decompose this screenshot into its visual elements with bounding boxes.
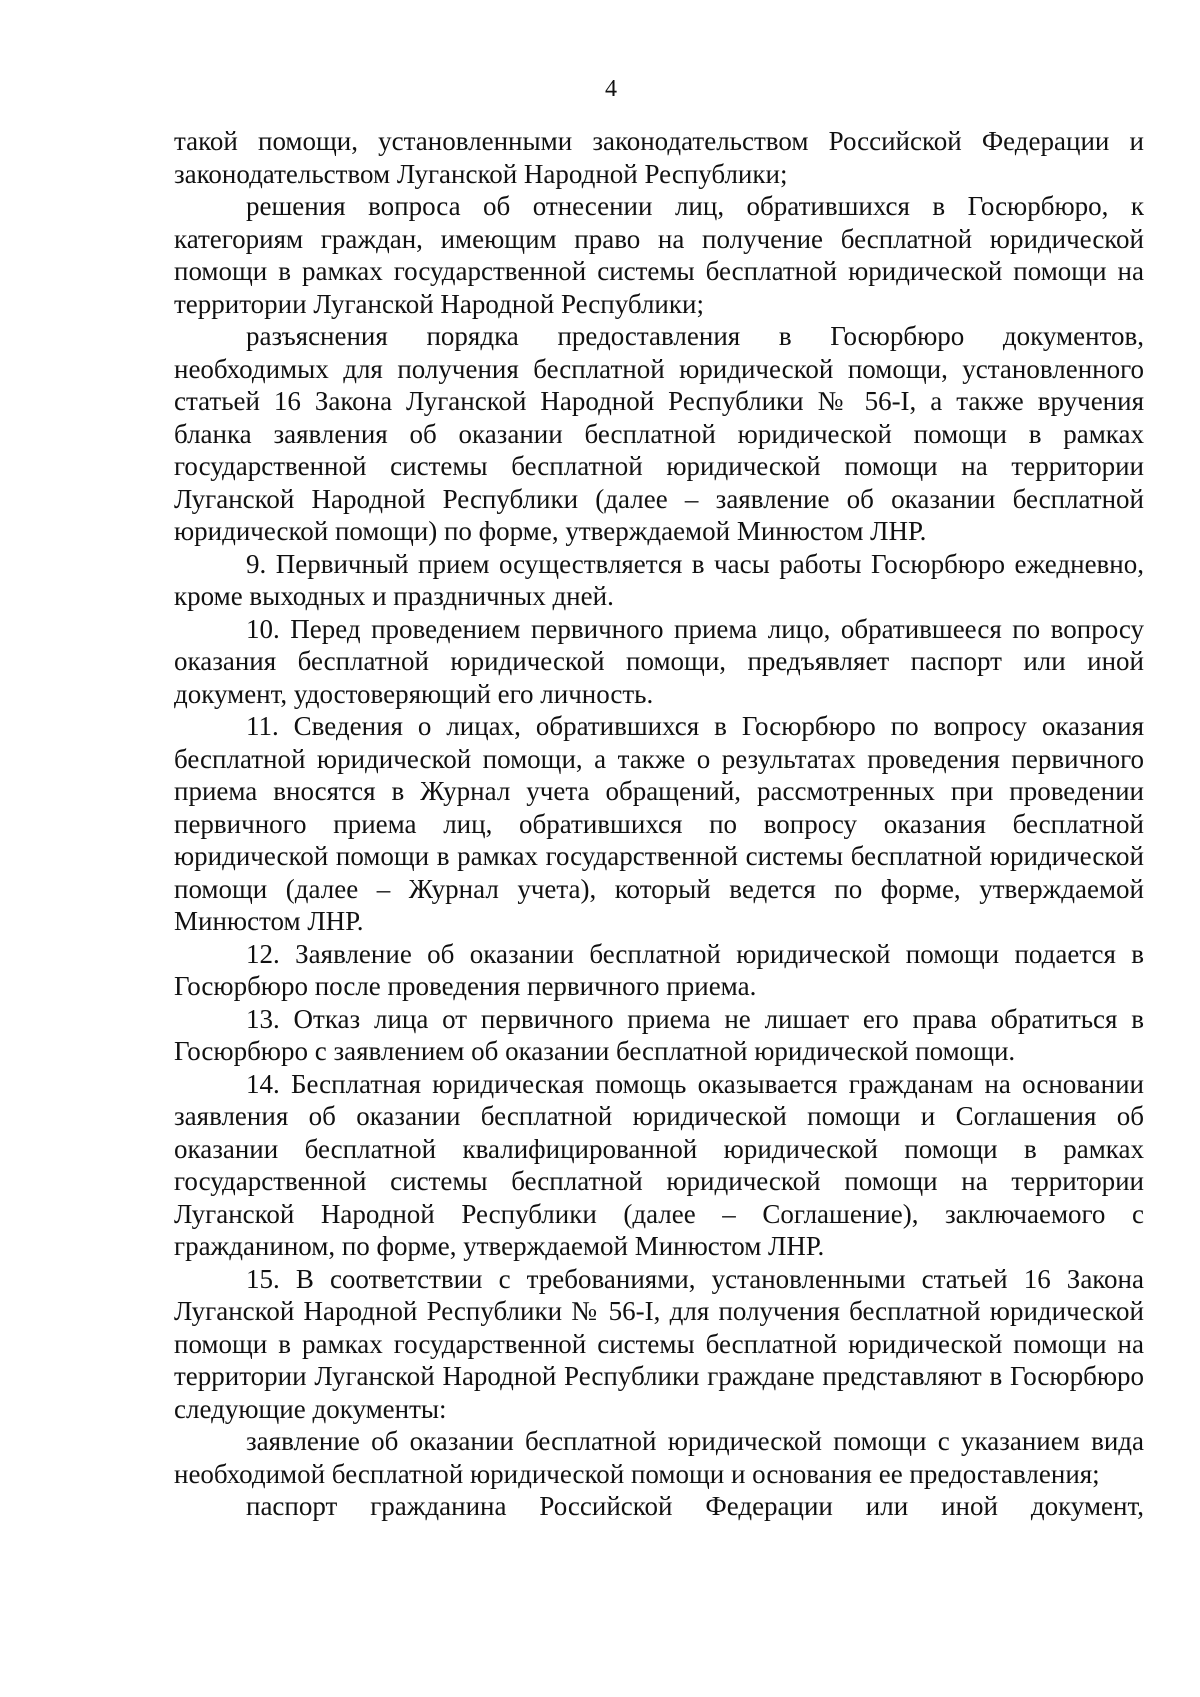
paragraph: 15. В соответствии с требованиями, установленными статьей 16 Закона Луганской Народной Республики № 56-I, для получения бесплатной юридической помощи в рамках государственной системы бесплатной юридической помощи на территории Луганской Народной Республики граждане представляют в Госюрбюро следующие документы: [174,1263,1144,1424]
paragraph: такой помощи, установленными законодательством Российской Федерации и законодательством Луганской Народной Республики; [174,126,1144,189]
paragraph: 14. Бесплатная юридическая помощь оказывается гражданам на основании заявления об оказании бесплатной юридической помощи и Соглашения об оказании бесплатной квалифицированной юридической помощи в рамках государственной системы бесплатной юридической помощи на территории Луганской Народной Республики (далее – Соглашение), заключаемого с гражданином, по форме, утверждаемой Минюстом ЛНР. [174,1068,1144,1261]
paragraph: 11. Сведения о лицах, обратившихся в Госюрбюро по вопросу оказания бесплатной юридической помощи, а также о результатах проведения первичного приема вносятся в Журнал учета обращений, рассмотренных при проведении первичного приема лиц, обратившихся по вопросу оказания бесплатной юридической помощи в рамках государственной системы бесплатной юридической помощи (далее – Журнал учета), который ведется по форме, утверждаемой Минюстом ЛНР. [174,711,1144,936]
paragraph: заявление об оказании бесплатной юридической помощи с указанием вида необходимой бесплатной юридической помощи и основания ее предоставления; [174,1426,1144,1489]
page-number: 4 [605,76,617,102]
paragraph: решения вопроса об отнесении лиц, обратившихся в Госюрбюро, к категориям граждан, имеющим право на получение бесплатной юридической помощи в рамках государственной системы бесплатной юридической помощи на территории Луганской Народной Республики; [174,191,1144,319]
paragraph: 10. Перед проведением первичного приема лицо, обратившееся по вопросу оказания бесплатной юридической помощи, предъявляет паспорт или иной документ, удостоверяющий его личность. [174,613,1144,709]
paragraph: паспорт гражданина Российской Федерации или иной документ, [246,1491,1144,1521]
paragraph: 12. Заявление об оказании бесплатной юридической помощи подается в Госюрбюро после проведения первичного приема. [174,938,1144,1001]
paragraph: разъяснения порядка предоставления в Госюрбюро документов, необходимых для получения бесплатной юридической помощи, установленного статьей 16 Закона Луганской Народной Республики № 56-I, а также вручения бланка заявления об оказании бесплатной юридической помощи в рамках государственной системы бесплатной юридической помощи на территории Луганской Народной Республики (далее – заявление об оказании бесплатной юридической помощи) по форме, утверждаемой Минюстом ЛНР. [174,321,1144,546]
document-body [174,125,1144,1523]
paragraph: 13. Отказ лица от первичного приема не лишает его права обратиться в Госюрбюро с заявлением об оказании бесплатной юридической помощи. [174,1003,1144,1066]
paragraph: 9. Первичный прием осуществляется в часы работы Госюрбюро ежедневно, кроме выходных и праздничных дней. [174,548,1144,611]
